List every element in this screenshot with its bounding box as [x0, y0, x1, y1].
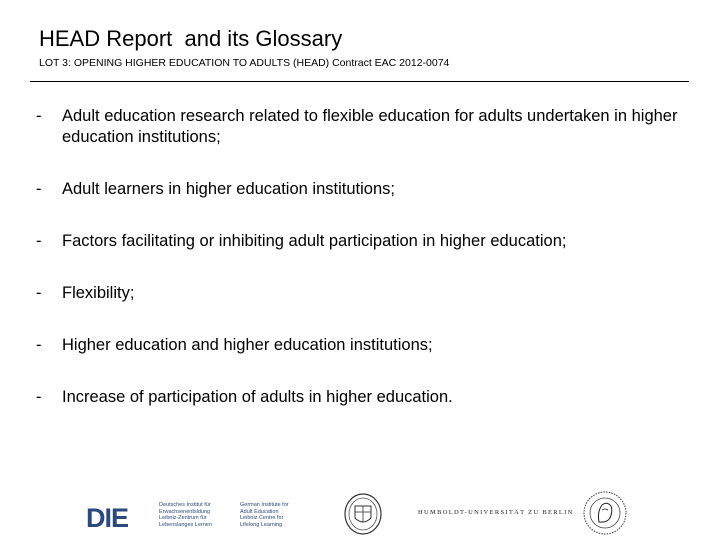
list-item-text: Higher education and higher education institutions; — [62, 336, 433, 354]
list-item-text: Increase of participation of adults in higher education. — [62, 388, 453, 406]
list-item-text: Adult learners in higher education institutions; — [62, 180, 395, 198]
bullet-dash: - — [36, 336, 42, 354]
list-item — [36, 335, 686, 356]
humboldt-wordmark: HUMBOLDT-UNIVERSITÄT ZU BERLIN — [418, 509, 574, 516]
university-seal-icon — [343, 492, 383, 536]
die-logo: DIE — [86, 503, 129, 533]
bullet-dash: - — [36, 107, 42, 125]
footer-logos — [0, 488, 720, 540]
slide-subtitle: LOT 3: OPENING HIGHER EDUCATION TO ADULTS (HEAD) Contract EAC 2012-0074 — [39, 57, 450, 69]
bullet-dash: - — [36, 232, 42, 250]
list-item — [36, 283, 686, 304]
list-item — [36, 231, 686, 252]
humboldt-seal-icon — [582, 488, 628, 538]
list-item — [36, 179, 686, 200]
bullet-dash: - — [36, 180, 42, 198]
glossary-list — [36, 106, 686, 439]
bullet-dash: - — [36, 284, 42, 302]
list-item — [36, 106, 686, 148]
list-item-text: Factors facilitating or inhibiting adult participation in higher education; — [62, 232, 567, 250]
header-divider — [30, 81, 689, 82]
die-name-english: German Institute for Adult Education Leibniz Centre for Lifelong Learning — [240, 502, 289, 528]
die-name-german: Deutsches Institut für Erwachsenenbildung Leibniz-Zentrum für Lebenslanges Lernen — [159, 502, 212, 528]
slide-title: HEAD Report and its Glossary — [39, 26, 343, 51]
bullet-dash: - — [36, 388, 42, 406]
list-item-text: Adult education research related to flexible education for adults undertaken in higher education institutions; — [62, 107, 678, 146]
list-item — [36, 387, 686, 408]
list-item-text: Flexibility; — [62, 284, 135, 302]
